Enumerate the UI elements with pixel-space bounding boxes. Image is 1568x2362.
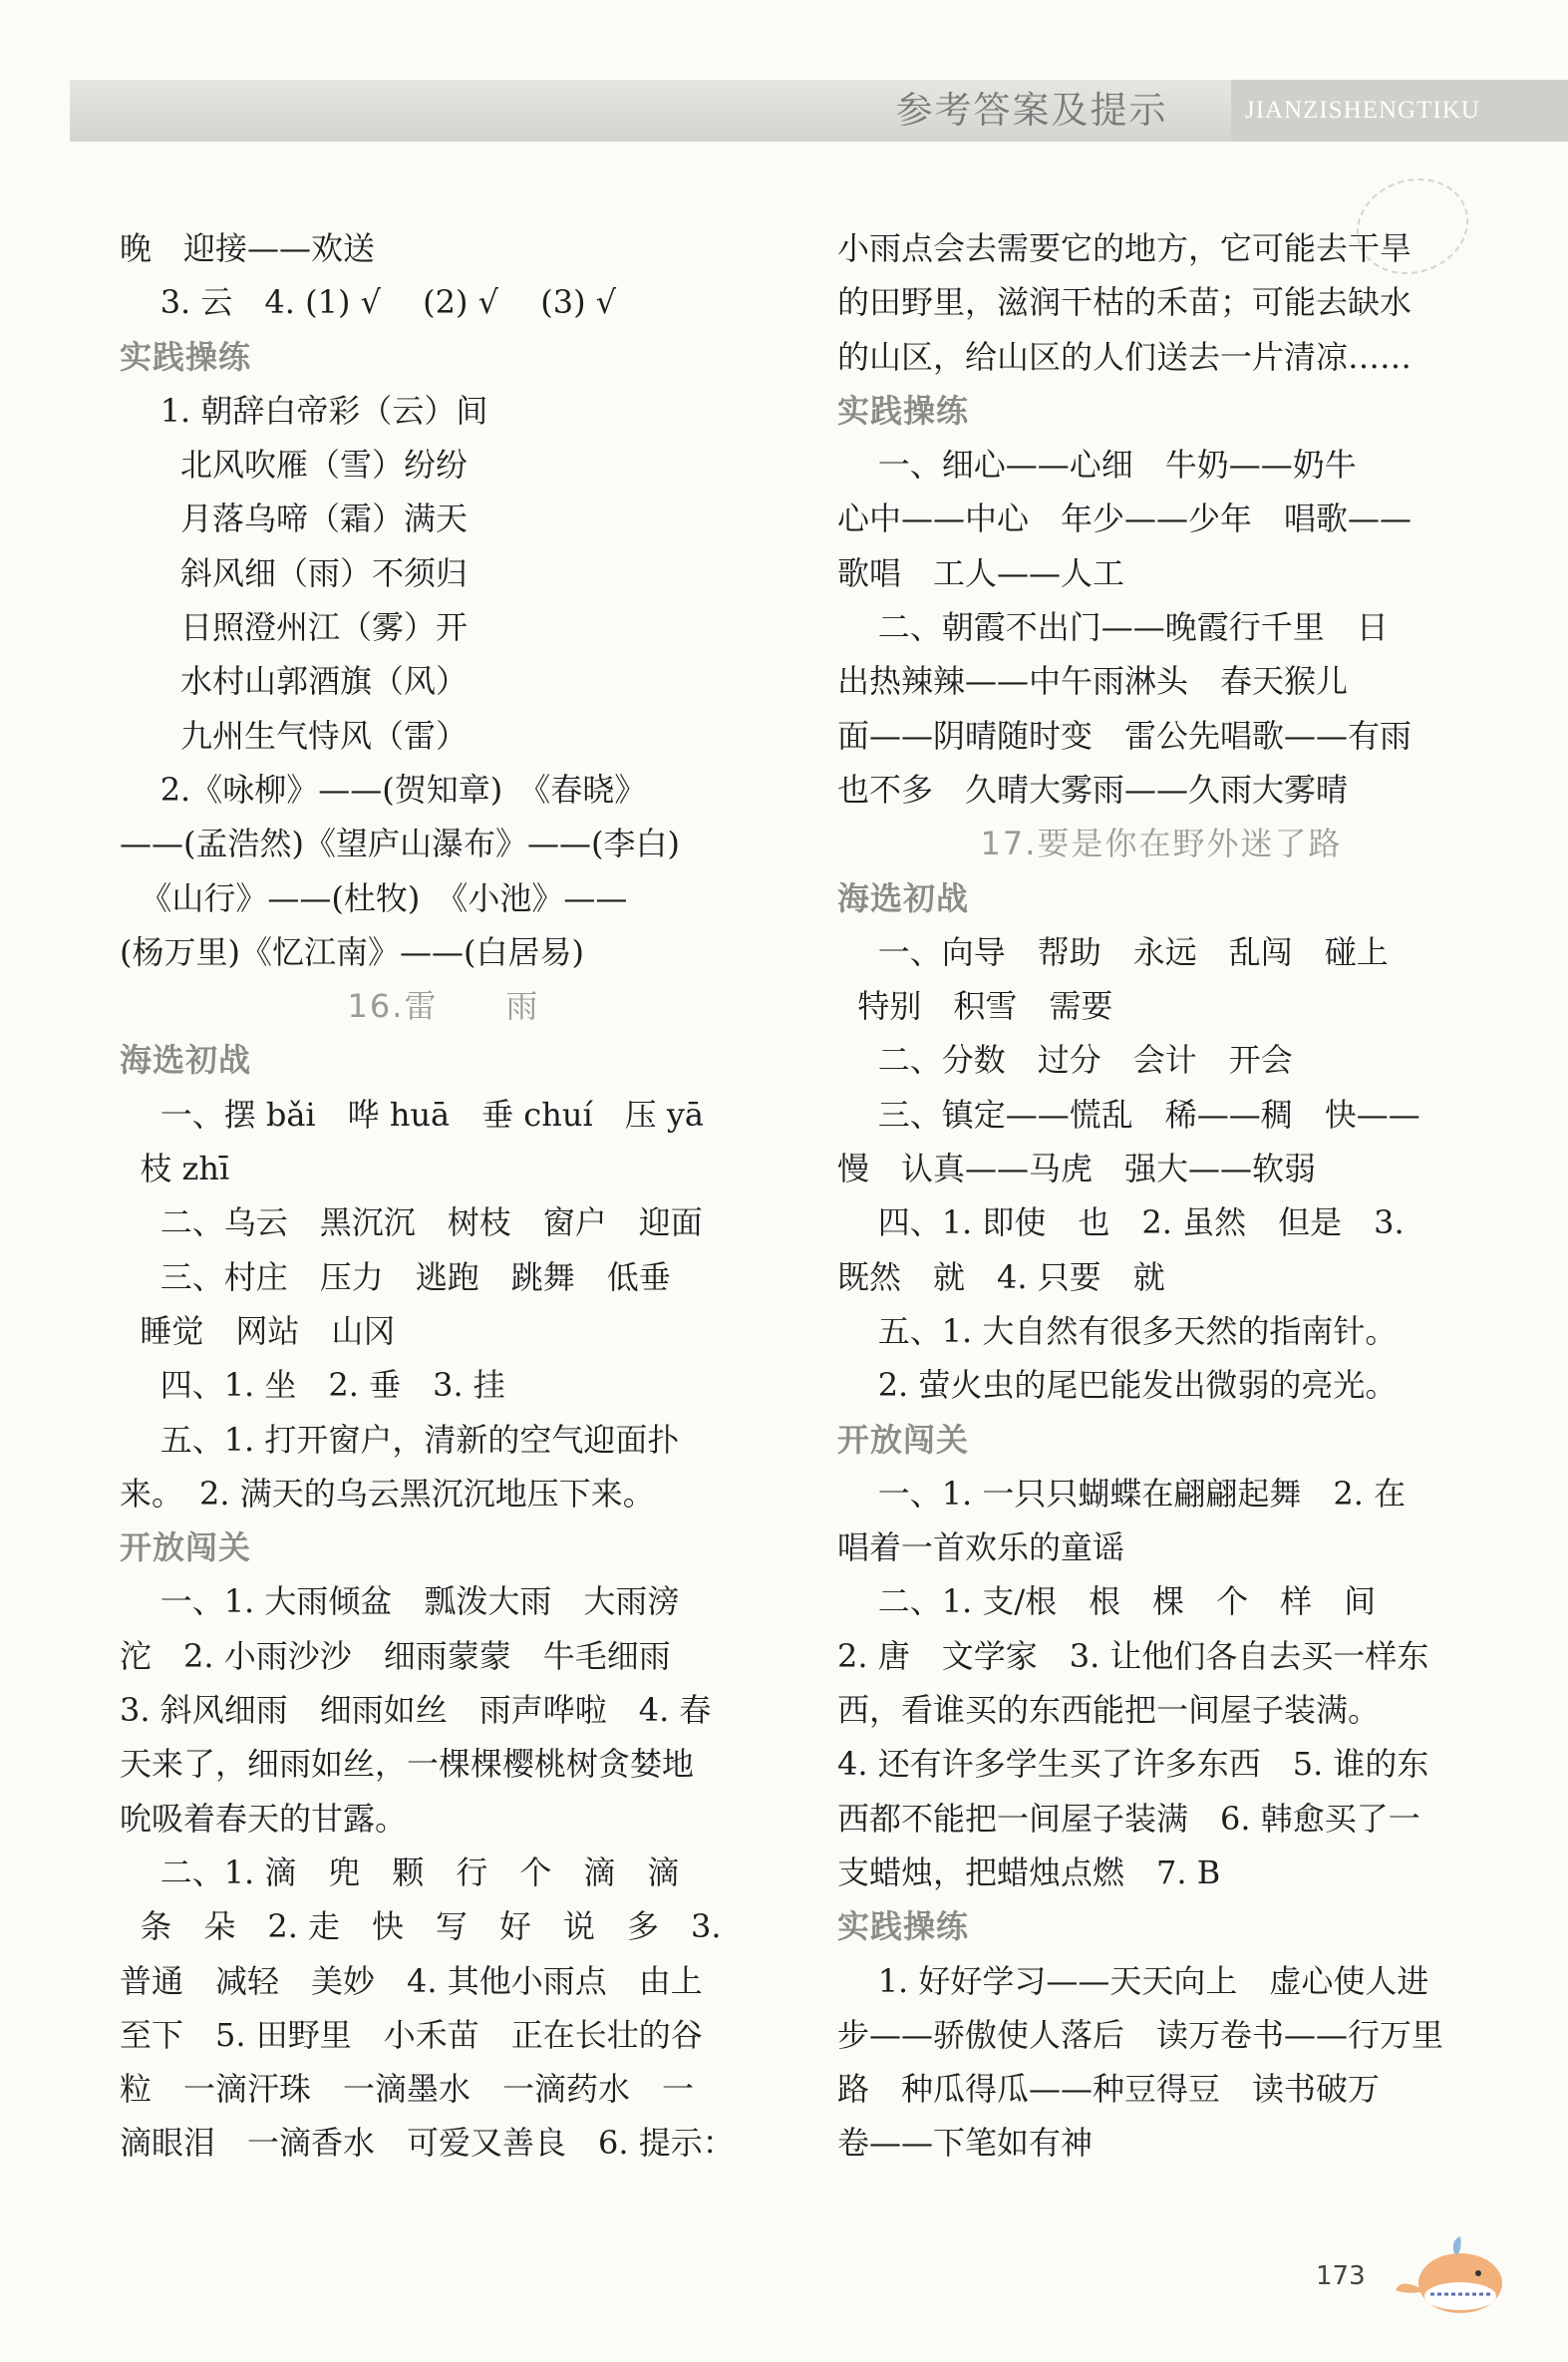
section-heading: 开放闯关 <box>120 1528 252 1567</box>
section-heading: 海选初战 <box>120 1041 252 1080</box>
answer-line: 日照澄州江（雾）开 <box>120 608 469 647</box>
answer-line: 3. 斜风细雨 细雨如丝 雨声哗啦 4. 春 <box>120 1691 712 1730</box>
answer-line: 歌唱 工人——人工 <box>837 553 1125 592</box>
answer-line: 三、村庄 压力 逃跑 跳舞 低垂 <box>120 1257 671 1296</box>
answer-line: 北风吹雁（雪）纷纷 <box>120 446 469 485</box>
answer-line: 睡觉 网站 山冈 <box>120 1311 396 1350</box>
answer-line: 慢 认真——马虎 强大——软弱 <box>837 1150 1317 1188</box>
answer-line: 卷——下笔如有神 <box>837 2124 1094 2163</box>
answer-line: (杨万里)《忆江南》——(白居易) <box>120 932 584 971</box>
answer-line: 枝 zhī <box>120 1150 230 1188</box>
header-tag: JIANZISHENGTIKU <box>1231 80 1568 142</box>
answer-line: 二、乌云 黑沉沉 树枝 窗户 迎面 <box>120 1203 703 1242</box>
answer-line: 条 朵 2. 走 快 写 好 说 多 3. <box>120 1907 722 1946</box>
answer-line: 面——阴晴随时变 雷公先唱歌——有雨 <box>837 716 1412 755</box>
answer-line: 也不多 久晴大雾雨——久雨大雾晴 <box>837 770 1349 809</box>
answer-line: 的田野里，滋润干枯的禾苗；可能去缺水 <box>837 283 1412 322</box>
answer-line: 心中——中心 年少——少年 唱歌—— <box>837 500 1412 538</box>
answer-line: 的山区，给山区的人们送去一片清凉…… <box>837 337 1412 376</box>
answer-line: 四、1. 即使 也 2. 虽然 但是 3. <box>837 1203 1405 1242</box>
answer-line: 西，看谁买的东西能把一间屋子装满。 <box>837 1691 1381 1730</box>
answer-line: 3. 云 4. (1) √ (2) √ (3) √ <box>120 283 617 322</box>
right-column <box>837 221 1485 2171</box>
answer-line: 《山行》——(杜牧) 《小池》—— <box>120 878 628 917</box>
left-column <box>120 221 768 2171</box>
answer-line: 三、镇定——慌乱 稀——稠 快—— <box>837 1095 1420 1134</box>
answer-line: 一、摆 bǎi 哗 huā 垂 chuí 压 yā <box>120 1095 705 1134</box>
answer-line: 一、细心——心细 牛奶——奶牛 <box>837 446 1357 485</box>
answer-line: 五、1. 大自然有很多天然的指南针。 <box>837 1311 1398 1350</box>
answer-line: 步——骄傲使人落后 读万卷书——行万里 <box>837 2015 1444 2054</box>
answer-line: 月落乌啼（霜）满天 <box>120 500 469 538</box>
lesson-title: 16.雷 雨 <box>347 987 540 1026</box>
answer-line: 路 种瓜得瓜——种豆得豆 读书破万 <box>837 2070 1381 2109</box>
answer-line: 五、1. 打开窗户，清新的空气迎面扑 <box>120 1420 680 1459</box>
section-heading: 开放闯关 <box>837 1420 970 1459</box>
answer-line: 粒 一滴汗珠 一滴墨水 一滴药水 一 <box>120 2070 695 2109</box>
answer-line: 支蜡烛，把蜡烛点燃 7. B <box>837 1853 1221 1891</box>
section-heading: 实践操练 <box>837 1907 970 1946</box>
answer-line: 1. 朝辞白帝彩（云）间 <box>120 391 488 430</box>
answer-line: 2. 萤火虫的尾巴能发出微弱的亮光。 <box>837 1366 1398 1405</box>
answer-line: 沱 2. 小雨沙沙 细雨蒙蒙 牛毛细雨 <box>120 1636 671 1675</box>
answer-line: 二、朝霞不出门——晚霞行千里 日 <box>837 608 1389 647</box>
answer-line: ——(孟浩然)《望庐山瀑布》——(李白) <box>120 825 680 863</box>
answer-line: 西都不能把一间屋子装满 6. 韩愈买了一 <box>837 1799 1420 1838</box>
answer-line: 四、1. 坐 2. 垂 3. 挂 <box>120 1366 505 1405</box>
section-heading: 实践操练 <box>837 391 970 430</box>
answer-line: 吮吸着春天的甘露。 <box>120 1799 408 1838</box>
answer-line: 普通 减轻 美妙 4. 其他小雨点 由上 <box>120 1961 703 2000</box>
answer-line: 二、1. 滴 兜 颗 行 个 滴 滴 <box>120 1853 680 1891</box>
answer-line: 1. 好好学习——天天向上 虚心使人进 <box>837 1961 1429 2000</box>
answer-line: 天来了，细雨如丝，一棵棵樱桃树贪婪地 <box>120 1745 695 1784</box>
answer-line: 一、向导 帮助 永远 乱闯 碰上 <box>837 932 1389 971</box>
section-heading: 实践操练 <box>120 337 252 376</box>
lesson-title: 17.要是你在野外迷了路 <box>980 825 1343 863</box>
answer-line: 特别 积雪 需要 <box>837 987 1113 1026</box>
answer-line: 晚 迎接——欢送 <box>120 229 376 267</box>
answer-line: 小雨点会去需要它的地方，它可能去干旱 <box>837 229 1412 267</box>
answer-line: 二、分数 过分 会计 开会 <box>837 1041 1293 1080</box>
answer-line: 一、1. 大雨倾盆 瓢泼大雨 大雨滂 <box>120 1582 680 1621</box>
answer-line: 九州生气恃风（雷） <box>120 716 469 755</box>
answer-line: 二、1. 支/根 根 棵 个 样 间 <box>837 1582 1377 1621</box>
answer-line: 2. 唐 文学家 3. 让他们各自去买一样东 <box>837 1636 1429 1675</box>
answer-line: 一、1. 一只只蝴蝶在翩翩起舞 2. 在 <box>837 1474 1407 1513</box>
whale-mascot-icon <box>1391 2228 1510 2318</box>
answer-line: 来。 2. 满天的乌云黑沉沉地压下来。 <box>120 1474 655 1513</box>
answer-line: 出热辣辣——中午雨淋头 春天猴儿 <box>837 662 1349 701</box>
answer-line: 既然 就 4. 只要 就 <box>837 1257 1165 1296</box>
answer-line: 斜风细（雨）不须归 <box>120 553 469 592</box>
answer-line: 唱着一首欢乐的童谣 <box>837 1528 1125 1567</box>
section-heading: 海选初战 <box>837 878 970 917</box>
answer-line: 水村山郭酒旗（风） <box>120 662 469 701</box>
answer-line: 4. 还有许多学生买了许多东西 5. 谁的东 <box>837 1745 1429 1784</box>
answer-line: 滴眼泪 一滴香水 可爱又善良 6. 提示： <box>120 2124 735 2163</box>
page-number: 173 <box>1316 2261 1366 2291</box>
header-title: 参考答案及提示 <box>895 89 1168 132</box>
answer-line: 2.《咏柳》——(贺知章) 《春晓》 <box>120 770 647 809</box>
answer-line: 至下 5. 田野里 小禾苗 正在长壮的谷 <box>120 2015 703 2054</box>
